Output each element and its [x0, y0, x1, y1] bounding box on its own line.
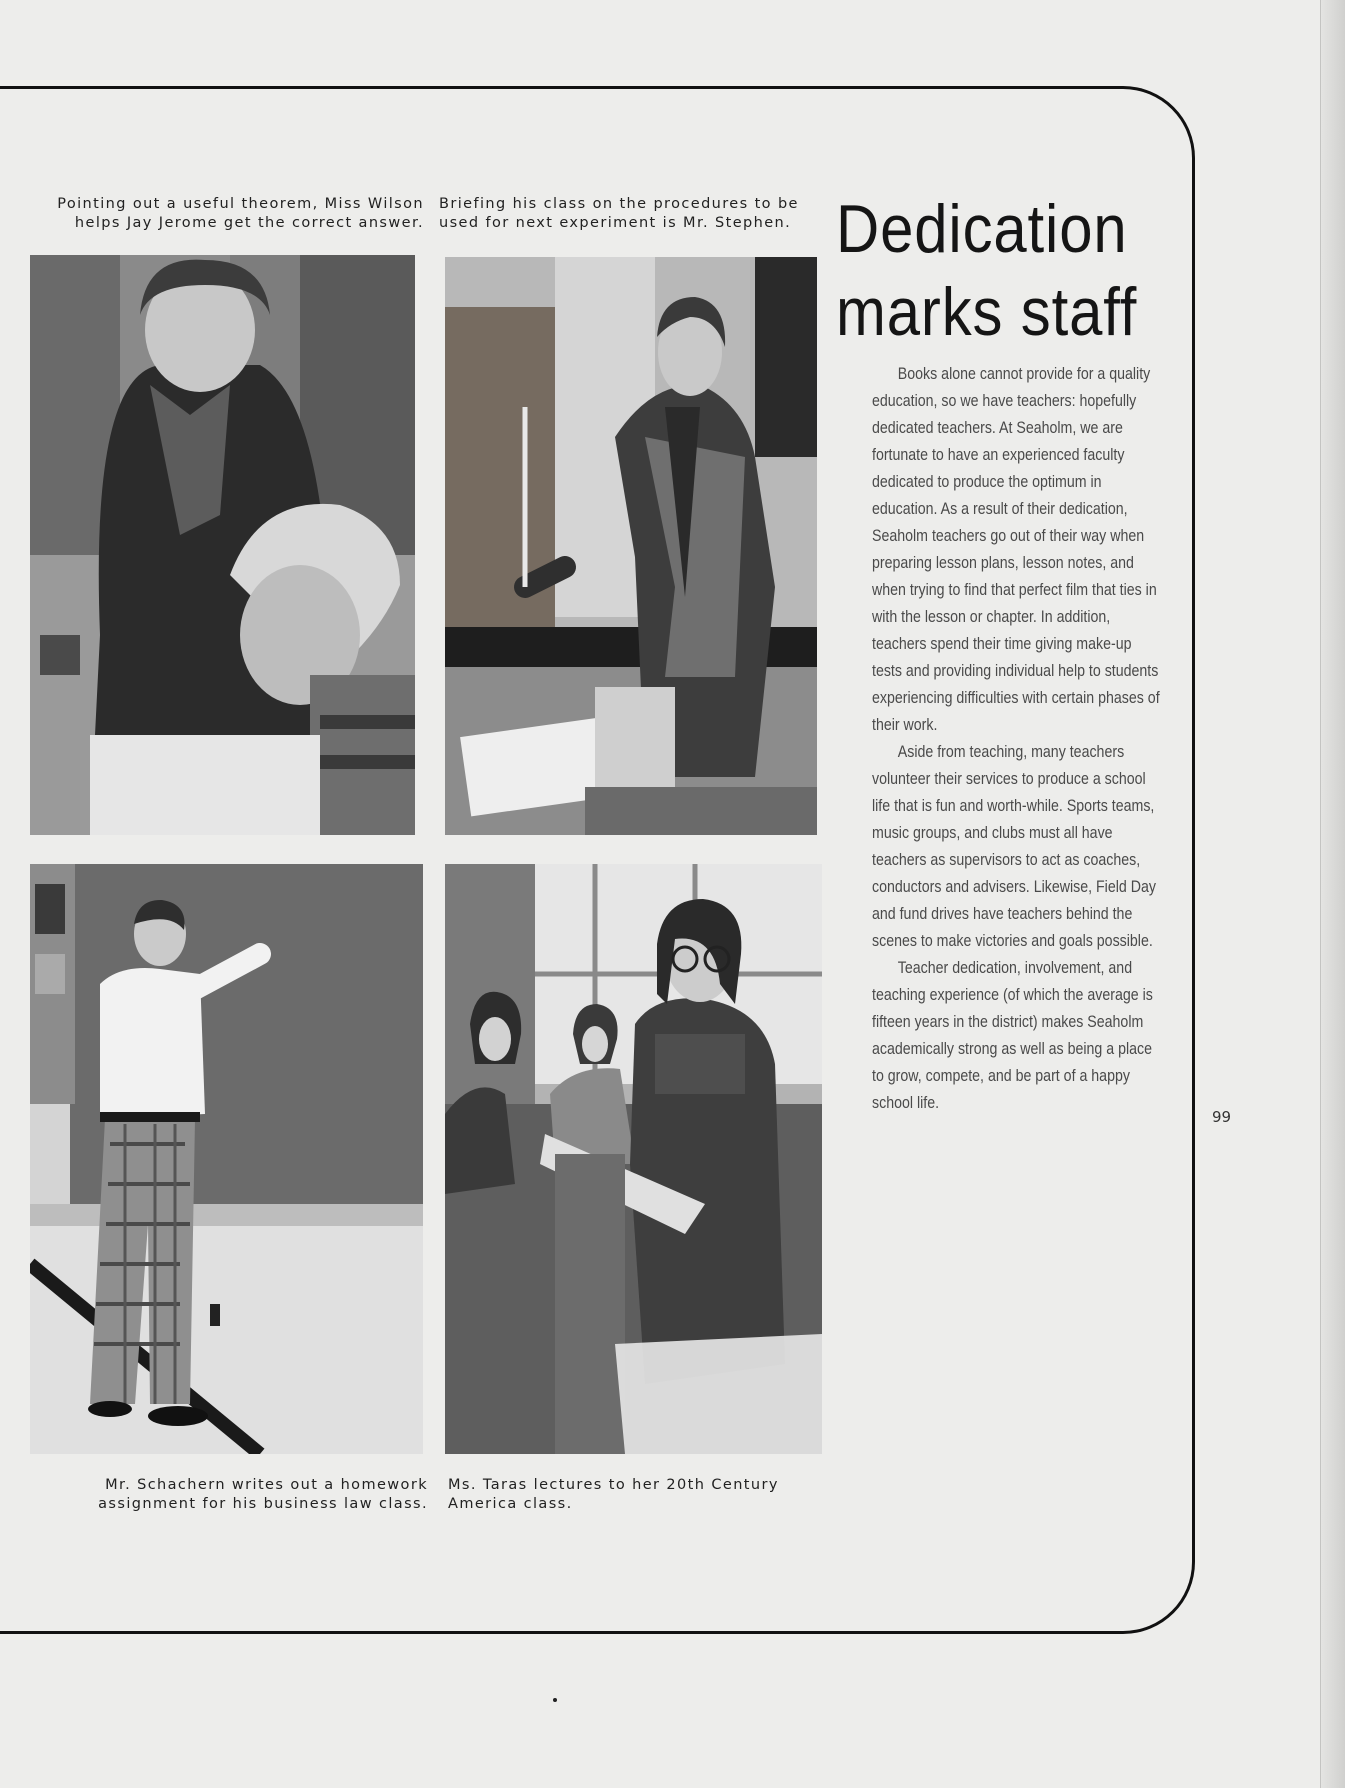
page-number: 99 — [1212, 1108, 1232, 1126]
caption-top-left: Pointing out a useful theorem, Miss Wilson helps Jay Jerome get the correct answer. — [57, 196, 424, 231]
photo-mr-schachern — [30, 864, 423, 1454]
photo-mr-stephen — [445, 257, 817, 835]
body-paragraph-1: Books alone cannot provide for a quality education, so we have teachers: hopefully dedicated teachers. At Seaholm, we are fortunate to have an experienced faculty dedicated to produce the optimum in education. As a result of their dedication, Seaholm teachers go out of their way when preparing lesson plans, lesson notes, and when trying to find that perfect film that ties in with the lesson or chapter. In addition, teachers spend their time giving make-up tests and providing individual help to students experiencing difficulties with certain phases of their work. — [872, 365, 1160, 734]
scan-speck — [553, 1698, 557, 1702]
headline-line-2: marks staff — [836, 274, 1138, 350]
page-edge — [1320, 0, 1345, 1788]
body-paragraph-3: Teacher dedication, involvement, and teaching experience (of which the average is fifteen years in the district) makes Seaholm academically strong as well as being a place to grow, compete, and be part of a happy school life. — [872, 959, 1153, 1112]
photo-miss-wilson — [30, 255, 415, 835]
caption-top-right: Briefing his class on the procedures to be used for next experiment is Mr. Stephen. — [439, 196, 799, 231]
body-paragraph-2: Aside from teaching, many teachers volunteer their services to produce a school life that is fun and worth-while. Sports teams, music groups, and clubs must all have teachers as supervisors to act as coaches, conductors and advisers. Likewise, Field Day and fund drives have teachers behind the scenes to make victories and goals possible. — [872, 743, 1156, 950]
headline-line-1: Dedication — [836, 191, 1128, 267]
caption-bottom-right: Ms. Taras lectures to her 20th Century America class. — [448, 1477, 779, 1512]
caption-bottom-left: Mr. Schachern writes out a homework assignment for his business law class. — [98, 1477, 428, 1512]
article-body — [872, 361, 1164, 1117]
article-headline — [836, 188, 1137, 354]
photo-ms-taras — [445, 864, 822, 1454]
